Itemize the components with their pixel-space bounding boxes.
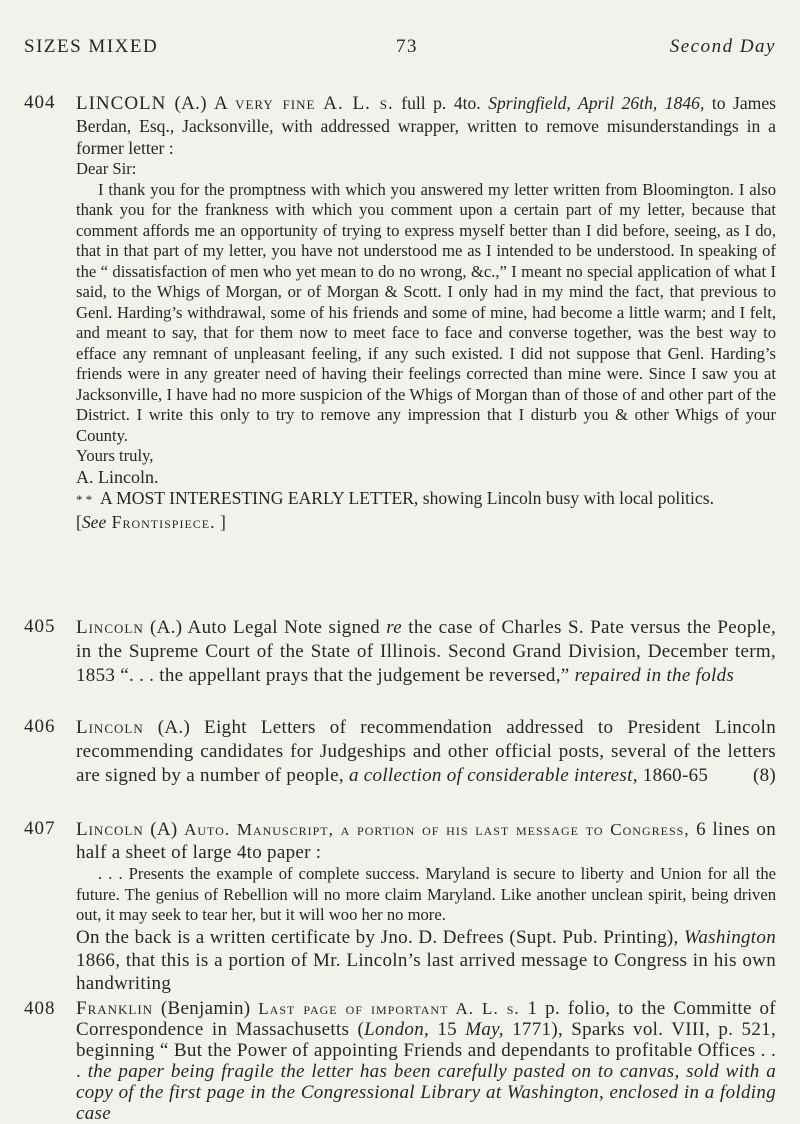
lot-heading-text: 15	[429, 1019, 466, 1040]
lot-heading-text: (A.) A	[166, 93, 236, 114]
lot-heading	[76, 998, 776, 1124]
lot-heading-text: (Benjamin)	[153, 998, 259, 1019]
lot-heading-text: 1771), Sparks vol. VIII, p. 521, beginning “ But the Power of appointing Friends and dependants to profitable Offices . . .	[76, 1019, 776, 1082]
lot-author: Franklin	[76, 998, 154, 1019]
lot-heading-text: (A)	[143, 819, 185, 840]
lot-heading-text: 6 lines on half a sheet of large 4to paper :	[76, 819, 776, 863]
letter-closing: Yours truly,	[76, 446, 154, 465]
lot-heading-text: the case of Charles S. Pate versus the People, in the Supreme Court of the State of Illinois. Second Grand Division, December term, 1853 “. . . the appellant prays that the judgement be reversed,”	[76, 617, 776, 686]
lot-author: Lincoln	[76, 717, 144, 738]
lot-note	[76, 487, 776, 511]
lot-heading-smallcaps: very fine A. L. s.	[235, 93, 394, 114]
lot-description	[76, 92, 776, 533]
lot-heading-italic: a collection of considerable interest	[348, 765, 633, 786]
page-number: 73	[396, 36, 418, 57]
lot-month: May,	[465, 1019, 504, 1040]
lot-number: 408	[24, 998, 56, 1019]
lot-item-count: (8)	[752, 765, 776, 786]
lot-place: London,	[364, 1019, 430, 1040]
lot-condition: repaired in the folds	[574, 665, 735, 686]
lot-heading-text: (A.) Eight Letters of recommendation addressed to President Lincoln recommending candidates for Judgeships and other official posts, several of the letters are signed by a number of people,	[76, 717, 776, 786]
lot-provenance	[76, 926, 776, 995]
lot-place-date: Springfield, April 26th, 1846,	[488, 93, 705, 113]
lot-author: Lincoln	[76, 819, 144, 840]
lot-408	[24, 998, 776, 1124]
lot-heading-italic: re	[386, 617, 402, 638]
lot-number: 406	[24, 716, 56, 737]
provenance-text: 1866, that this is a portion of Mr. Lincoln’s last arrived message to Congress in his own handwriting	[76, 949, 776, 994]
lot-description	[76, 998, 776, 1124]
see-word: See	[81, 512, 107, 532]
lot-407	[24, 818, 776, 995]
lot-heading	[76, 616, 776, 688]
lot-number: 404	[24, 92, 56, 113]
provenance-text: On the back is a written certificate by Jno. D. Defrees (Supt. Pub. Printing),	[76, 926, 684, 948]
bracket-open: [	[76, 512, 82, 532]
lot-number: 407	[24, 818, 56, 839]
asterism: * *	[76, 492, 93, 507]
lot-date-range: , 1860-65	[632, 765, 709, 786]
frontispiece-ref: Frontispiece.	[106, 512, 216, 532]
lot-405	[24, 616, 776, 688]
lot-description	[76, 716, 776, 788]
letter-salutation: Dear Sir:	[76, 159, 137, 178]
lot-heading-smallcaps: Auto. Manuscript, a portion of his last message to Congress,	[184, 820, 690, 839]
note-text: A MOST INTERESTING EARLY LETTER, showing Lincoln busy with local politics.	[100, 488, 714, 508]
lot-heading-text: full p. 4to.	[393, 93, 489, 113]
see-reference	[76, 511, 776, 533]
lot-406	[24, 716, 776, 788]
letter-signature: A. Lincoln.	[76, 466, 159, 487]
lot-heading-smallcaps: Last page of important A. L. s.	[258, 999, 520, 1018]
running-head-section: SIZES MIXED	[24, 36, 159, 57]
lot-author: LINCOLN	[76, 93, 167, 114]
provenance-place: Washington	[683, 926, 776, 948]
lot-number: 405	[24, 616, 56, 637]
lot-heading-text: to James Berdan, Esq., Jacksonville, with addressed wrapper, written to remove misunderstandings in a former letter :	[76, 93, 776, 158]
letter-body: I thank you for the promptness with which you answered my letter written from Bloomington. I also thank you for the frankness with which you comment upon a certain part of my letter, because that comment affords me an opportunity of trying to express myself better than I did before, seeing, as I do, that in that part of my letter, you have not understood me as I intended to be understood. In speaking of the “ dissatisfaction of men who yet mean to do no wrong, &c.,” I meant no special application of what I said, to the Whigs of Morgan, or of Morgan & Scott. I only had in my mind the fact, that previous to Genl. Harding’s withdrawal, some of his friends and some of mine, had become a little warm; and I felt, and meant to say, that for them now to meet face to face and converse together, was the best way to efface any remnant of unpleasant feeling, if any such existed. I did not suppose that Genl. Harding’s friends were in any greater need of having their feelings corrected than mine were. Since I saw you at Jacksonville, I have had no more suspicion of the Whigs of Morgan than of those of and other part of the District. I write this only to try to remove any impression that I disturb you & other Whigs of your County.	[76, 179, 776, 445]
running-head-day: Second Day	[669, 36, 776, 57]
lot-heading-text: (A.) Auto Legal Note signed	[143, 617, 387, 638]
lot-description	[76, 818, 776, 995]
manuscript-quote: . . . Presents the example of complete success. Maryland is secure to liberty and Union for all the future. The genius of Rebellion will no more claim Maryland. Like another unclean spirit, being driven out, it may seek to tear her, but it will woo her no more.	[76, 864, 776, 924]
lot-author: Lincoln	[76, 617, 144, 638]
lot-heading	[76, 716, 776, 788]
bracket-close: ]	[215, 512, 226, 532]
lot-heading	[76, 92, 776, 159]
lot-404	[24, 92, 776, 533]
lot-heading-text: 1 p. folio, to the Committe of Correspondence in Massachusetts (	[76, 998, 776, 1040]
running-head	[24, 36, 776, 66]
lot-heading	[76, 818, 776, 864]
lot-condition: the paper being fragile the letter has been carefully pasted on to canvas, sold with a copy of the first page in the Congressional Library at Washington, enclosed in a folding case	[76, 1061, 777, 1124]
lot-description	[76, 616, 776, 688]
